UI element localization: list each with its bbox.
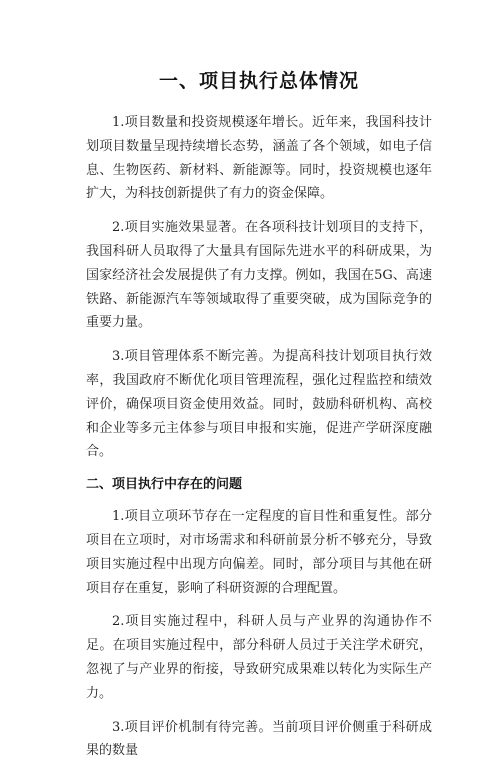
section-2-title: 二、项目执行中存在的问题 xyxy=(86,477,243,493)
section-1-paragraph-3: 3.项目管理体系不断完善。为提高科技计划项目执行效率，我国政府不断优化项目管理流程，强化过程监控和绩效评价，确保项目资金使用效益。同时，鼓励科研机构、高校和企业等多元主体参与项目申报和实施，促进产学研深度融合。 xyxy=(86,349,432,460)
section-2-paragraph-3: 3.项目评价机制有待完善。当前项目评价侧重于科研成果的数量 xyxy=(86,719,432,759)
section-1-paragraph-2: 2.项目实施效果显著。在各项科技计划项目的支持下，我国科研人员取得了大量具有国际先进水平的科研成果，为国家经济社会发展提供了有力支撑。例如，我国在5G、高速铁路、新能源汽车等领域取得了重要突破，成为国际竞争的重要力量。 xyxy=(86,220,432,331)
section-1-title: 一、项目执行总体情况 xyxy=(158,70,359,92)
section-2-paragraph-1: 1.项目立项环节存在一定程度的盲目性和重复性。部分项目在立项时，对市场需求和科研前景分析不够充分，导致项目实施过程中出现方向偏差。同时，部分项目与其他在研项目存在重复，影响了科研资源的合理配置。 xyxy=(86,509,432,596)
section-2-paragraph-2: 2.项目实施过程中，科研人员与产业界的沟通协作不足。在项目实施过程中，部分科研人员过于关注学术研究，忽视了与产业界的衔接，导致研究成果难以转化为实际生产力。 xyxy=(86,614,432,701)
section-1-paragraph-1: 1.项目数量和投资规模逐年增长。近年来，我国科技计划项目数量呈现持续增长态势，涵盖了各个领域，如电子信息、生物医药、新材料、新能源等。同时，投资规模也逐年扩大，为科技创新提供了有力的资金保障。 xyxy=(86,115,432,202)
